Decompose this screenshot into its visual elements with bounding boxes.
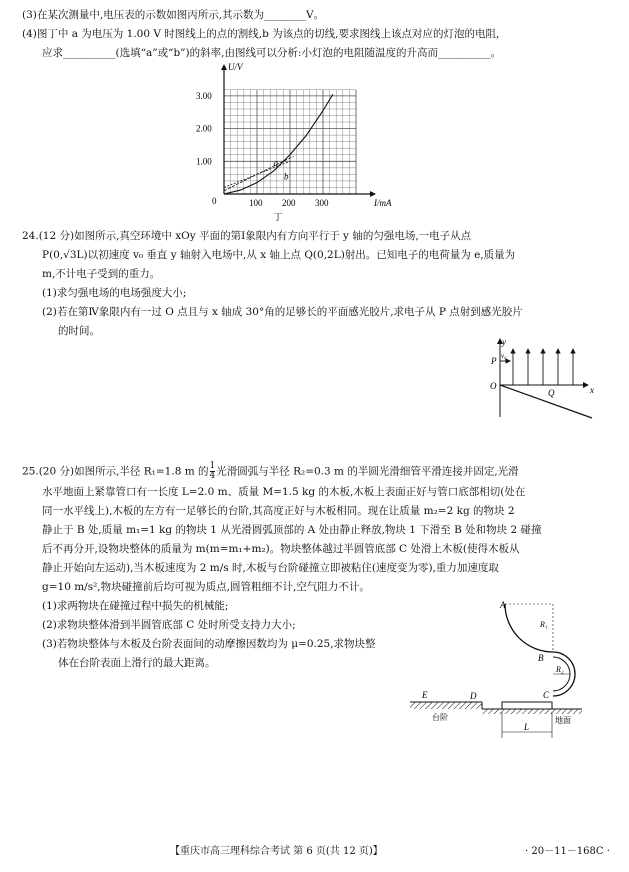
q25-line3: 同一水平线上),木板的左方有一足够长的台阶,其高度正好与木板相同。现在让质量 m₂=2 kg 的物块 2 [42, 505, 515, 517]
q24-figure [480, 335, 610, 425]
page-footer [0, 842, 629, 858]
y-label: y [502, 337, 506, 347]
q24-line2: P(0,√3L)以初速度 v₀ 垂直 y 轴射入电场中,从 x 轴上点 Q(0,2L)射出。已知电子的电荷量为 e,质量为 [42, 249, 516, 261]
q23-part3: (3)在某次测量中,电压表的示数如图丙所示,其示数为________V。 [22, 9, 325, 21]
ground-hatch [482, 709, 582, 714]
q25-part3-cont: 体在台阶表面上滑行的最大距离。 [58, 657, 216, 669]
q25-part3: (3)若物块整体与木板及台阶表面间的动摩擦因数均为 μ=0.25,求物块整 [42, 638, 376, 650]
label-ground: 地面 [555, 716, 571, 725]
label-r2: R₂ [556, 665, 564, 674]
chart-labels [196, 62, 392, 222]
x-tick-label: 200 [282, 198, 296, 208]
q23-part4-cont: 应求__________(选填“a”或“b”)的斜率,由图线可以分析:小灯泡的电阻随温度的升高而__________。 [42, 47, 502, 59]
point-a: A [500, 600, 506, 610]
q23-part4: (4)图丁中 a 为电压为 1.00 V 时图线上的点的割线,b 为该点的切线,要求图线上该点对应的灯泡的电阻, [22, 28, 500, 40]
line-a-label: a [273, 158, 278, 169]
q24-part1: (1)求匀强电场的电场强度大小; [42, 287, 187, 299]
footer-code: · 20－11－168C · [525, 846, 610, 857]
x-label: x [590, 385, 594, 395]
v0-label: v₀ [501, 352, 507, 360]
point-b: B [538, 653, 544, 663]
label-l: L [524, 722, 530, 732]
x-tick-label: 300 [315, 198, 329, 208]
q25-line6: 静止开始向左运动),当木板速度为 2 m/s 时,木板与台阶碰撞立即被粘住(速度变为零),重力加速度取 [42, 562, 499, 574]
p-label: P [491, 356, 497, 366]
chart-grid [224, 89, 356, 194]
q25-line4: 静止于 B 处,质量 m₁=1 kg 的物块 1 从光滑圆弧顶部的 A 处由静止释放,物块 1 下滑至 B 处和物块 2 碰撞 [42, 524, 542, 536]
y-tick-label: 1.00 [196, 156, 212, 167]
y-tick-label: 3.00 [196, 90, 212, 101]
chart-axes [221, 64, 376, 197]
point-e: E [422, 690, 428, 700]
step-hatch [410, 702, 482, 709]
y-axis-label: U/V [228, 62, 243, 72]
point-c: C [543, 690, 550, 700]
q24-line3: m,不计电子受到的重力。 [42, 268, 161, 280]
q25-line1-a: 25.(20 分)如图所示,半径 R₁=1.8 m 的 [22, 465, 209, 478]
q25-part2: (2)求物块整体滑到半圆管底部 C 处时所受支持力大小; [42, 619, 296, 631]
x-axis-label: I/mA [374, 198, 392, 208]
origin-label: 0 [212, 196, 217, 206]
q25-line1 [22, 462, 519, 481]
q25-line1-b: 光滑圆弧与半径 R₂=0.3 m 的半圆光滑细管平滑连接并固定,光滑 [216, 465, 519, 478]
point-d: D [470, 691, 477, 701]
q25-line5: 后不再分开,设物块整体的质量为 m(m=m₁+m₂)。物块整体越过半圆管底部 C 处滑上木板(使得木板从 [42, 543, 520, 555]
q25-line2: 水平地面上紧靠管口有一长度 L=2.0 m、质量 M=1.5 kg 的木板,木板上表面正好与管口底部相切(处在 [42, 486, 526, 498]
q25-line7: g=10 m/s²,物块碰撞前后均可视为质点,圆管粗细不计,空气阻力不计。 [42, 581, 370, 593]
film-line [500, 385, 592, 418]
q25-figure [410, 594, 585, 744]
quarter-fraction: $\frac{1}{4}$ [209, 461, 216, 481]
field-arrows [513, 349, 573, 385]
q-label: Q [548, 388, 555, 398]
label-r1: R₁ [540, 620, 548, 629]
o-label: O [490, 381, 497, 391]
figure-ding [190, 58, 430, 223]
q24-part2: (2)若在第Ⅳ象限内有一过 O 点且与 x 轴成 30°角的足够长的平面感光胶片,求电子从 P 点射到感光胶片 [42, 306, 523, 318]
q25-part1: (1)求两物块在碰撞过程中损失的机械能; [42, 600, 229, 612]
x-tick-label: 100 [249, 198, 263, 208]
u-i-chart [190, 58, 430, 223]
figure-caption: 丁 [273, 212, 283, 222]
y-tick-label: 2.00 [196, 123, 212, 134]
q24-line1: 24.(12 分)如图所示,真空环境中 xOy 平面的第Ⅰ象限内有方向平行于 y 轴的匀强电场,一电子从点 [22, 230, 472, 242]
q24-part2-cont: 的时间。 [58, 325, 100, 337]
footer-center: 【重庆市高三理科综合考试 第 6 页(共 12 页)】 [170, 846, 383, 857]
board [502, 702, 552, 709]
x-axis-arrow [370, 191, 376, 197]
label-step: 台阶 [432, 713, 448, 722]
line-b-label: b [284, 171, 289, 182]
y-axis-arrow [221, 64, 227, 70]
